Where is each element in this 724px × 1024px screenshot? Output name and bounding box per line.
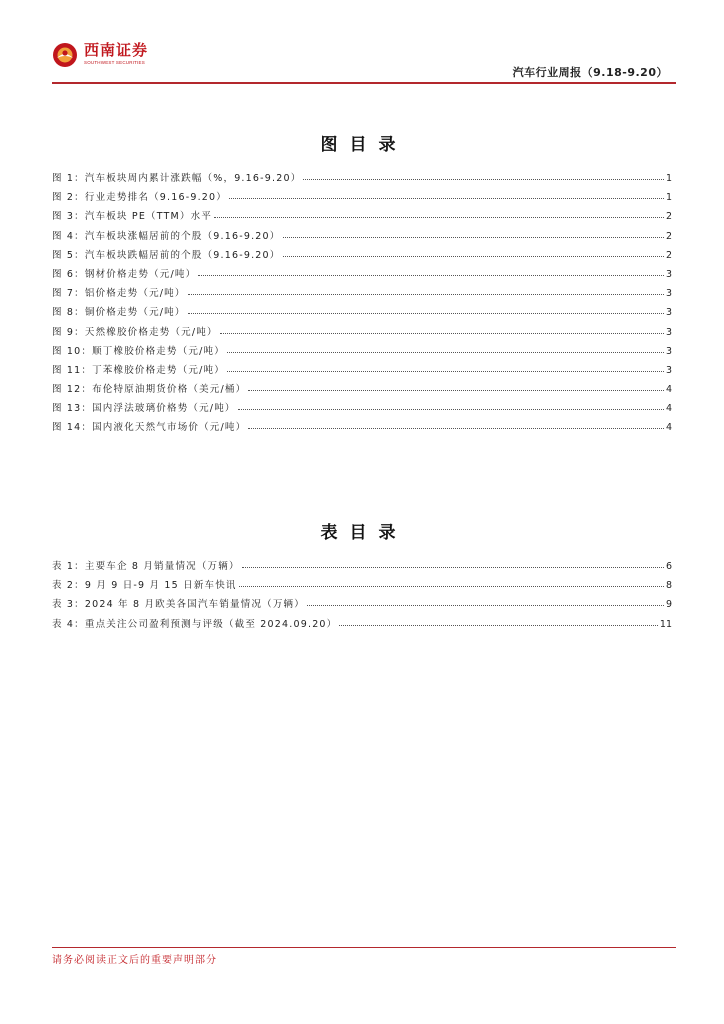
toc-entry[interactable] [52,168,672,187]
toc-entry[interactable] [52,187,672,206]
toc-entry-label: 图 1：汽车板块周内累计涨跌幅（%，9.16-9.20） [52,173,302,184]
toc-entry[interactable] [52,575,672,594]
toc-entry[interactable] [52,379,672,398]
dot-leader [229,186,664,199]
toc-entry-page: 3 [665,307,672,319]
toc-entry-page: 3 [665,364,672,376]
footer-divider [52,947,676,948]
logo-chinese-name: 西南证券 [84,41,149,59]
dot-leader [227,359,664,372]
toc-entry-label: 图 6：钢材价格走势（元/吨） [52,268,197,280]
toc-entry-page: 2 [665,211,672,223]
toc-entry-page: 11 [659,618,672,630]
dot-leader [239,574,664,587]
toc-entry-page: 9 [665,599,672,611]
toc-entry-label: 图 5：汽车板块跌幅居前的个股（9.16-9.20） [52,249,281,261]
toc-entry-label: 图 8：铜价格走势（元/吨） [52,307,186,319]
tables-toc-title: 表目录 [320,523,408,543]
toc-entry-page: 2 [665,230,672,242]
toc-entry-page: 3 [665,268,672,280]
dot-leader [238,397,664,410]
footer-disclaimer: 请务必阅读正文后的重要声明部分 [52,955,217,966]
toc-entry-page: 1 [665,192,672,204]
toc-entry-page: 3 [665,326,672,338]
toc-entry-label: 表 4：重点关注公司盈利预测与评级（截至 2024.09.20） [52,618,338,630]
toc-entry[interactable] [52,398,672,417]
toc-entry[interactable] [52,283,672,302]
toc-entry[interactable] [52,341,672,360]
toc-entry[interactable] [52,594,672,613]
dot-leader [242,555,664,568]
toc-entry-label: 图 3：汽车板块 PE（TTM）水平 [52,211,213,223]
dot-leader [188,282,664,295]
toc-entry-label: 图 14：国内液化天然气市场价（元/吨） [52,422,247,434]
toc-entry-page: 4 [665,403,672,415]
toc-entry-label: 图 7：铝价格走势（元/吨） [52,288,186,300]
toc-entry[interactable] [52,206,672,225]
toc-entry-label: 表 3：2024 年 8 月欧美各国汽车销量情况（万辆） [52,599,305,611]
tables-toc-list [52,556,672,633]
page-header [52,40,676,82]
dot-leader [248,416,664,429]
dot-leader [283,225,664,238]
toc-entry[interactable] [52,226,672,245]
dot-leader [227,340,664,353]
figures-toc-list [52,168,672,437]
dot-leader [248,378,664,391]
toc-entry-page: 3 [665,345,672,357]
dot-leader [339,613,658,626]
toc-entry[interactable] [52,264,672,283]
toc-entry-page: 1 [665,173,672,184]
toc-entry-label: 图 2：行业走势排名（9.16-9.20） [52,192,227,204]
dot-leader [303,167,664,180]
toc-entry[interactable] [52,302,672,321]
toc-entry-page: 4 [665,422,672,434]
toc-entry[interactable] [52,360,672,379]
dot-leader [220,321,664,334]
toc-entry[interactable] [52,417,672,436]
toc-entry-page: 3 [665,288,672,300]
toc-entry[interactable] [52,614,672,633]
dot-leader [188,301,664,314]
logo-english-name: SOUTHWEST SECURITIES [84,60,145,65]
toc-entry-label: 图 11：丁苯橡胶价格走势（元/吨） [52,364,225,376]
toc-entry-label: 图 9：天然橡胶价格走势（元/吨） [52,326,218,338]
toc-entry[interactable] [52,245,672,264]
figures-toc-title: 图目录 [320,135,408,155]
toc-entry-page: 4 [665,384,672,396]
toc-entry-page: 2 [665,249,672,261]
toc-entry-label: 图 4：汽车板块涨幅居前的个股（9.16-9.20） [52,230,281,242]
toc-entry-label: 表 2：9 月 9 日-9 月 15 日新车快讯 [52,580,237,592]
report-title: 汽车行业周报（9.18-9.20） [512,66,668,79]
dot-leader [283,244,664,257]
toc-entry[interactable] [52,556,672,575]
toc-entry[interactable] [52,322,672,341]
dot-leader [307,593,664,606]
toc-entry-page: 6 [665,561,672,572]
toc-entry-label: 图 12：布伦特原油期货价格（美元/桶） [52,384,247,396]
toc-entry-label: 表 1：主要车企 8 月销量情况（万辆） [52,561,240,572]
dot-leader [214,205,664,218]
header-divider [52,82,676,84]
toc-entry-label: 图 13：国内浮法玻璃价格势（元/吨） [52,403,236,415]
dot-leader [198,263,664,276]
toc-entry-page: 8 [665,580,672,592]
company-logo [52,42,148,68]
logo-icon [52,42,78,68]
toc-entry-label: 图 10：顺丁橡胶价格走势（元/吨） [52,345,225,357]
